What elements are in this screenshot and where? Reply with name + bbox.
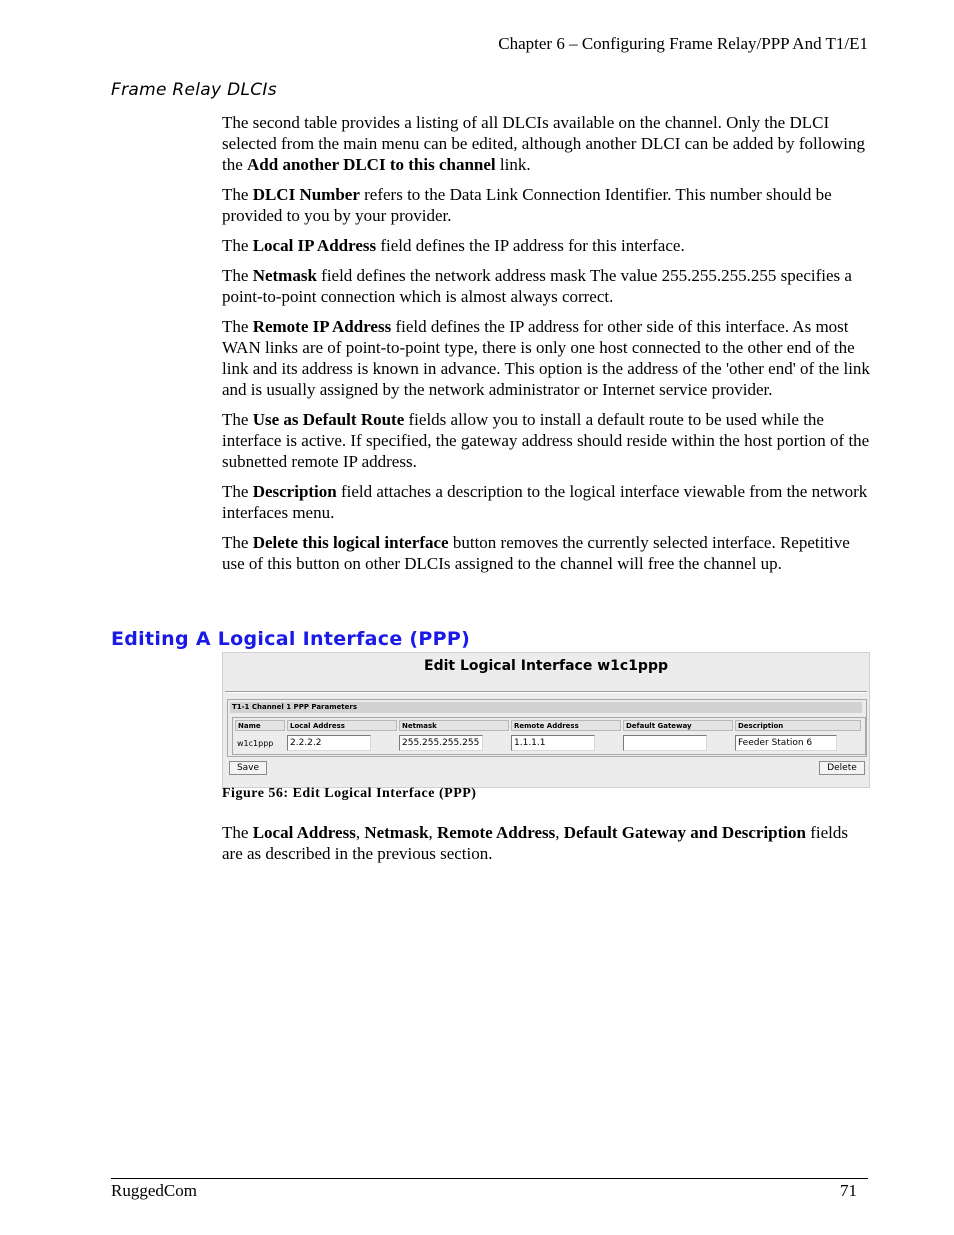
group-title: T1-1 Channel 1 PPP Parameters (230, 702, 862, 713)
column-header-netmask: Netmask (399, 720, 509, 731)
paragraph: The Use as Default Route fields allow you to install a default route to be used while the interface is active. If specified, the gateway address should reside within the host portion of the subnetted remote IP address. (222, 410, 870, 471)
edit-logical-interface-figure (222, 652, 870, 788)
paragraph: The Local IP Address field defines the IP address for this interface. (222, 236, 685, 255)
section-heading-dlci: Frame Relay DLCIs (111, 80, 277, 100)
figure-caption: Figure 56: Edit Logical Interface (PPP) (222, 786, 477, 801)
default-gateway-input[interactable] (623, 735, 707, 751)
ppp-body (222, 822, 872, 864)
paragraph: The Local Address, Netmask, Remote Address, Default Gateway and Description fields are as described in the previous section. (222, 823, 848, 863)
paragraph: The Remote IP Address field defines the IP address for other side of this interface. As most WAN links are of point-to-point type, there is only one host connected to the other end of the link and its address is known in advance. This option is the address of the 'other end' of the link and is usually assigned by the network administrator or Internet service provider. (222, 317, 870, 399)
column-header-description: Description (735, 720, 861, 731)
parameters-table (232, 717, 866, 755)
row-name-value: w1c1ppp (237, 739, 274, 748)
column-header-local-address: Local Address (287, 720, 397, 731)
column-header-default-gateway: Default Gateway (623, 720, 733, 731)
footer-divider (111, 1178, 868, 1179)
paragraph: The second table provides a listing of all DLCIs available on the channel. Only the DLCI selected from the main menu can be edited, although another DLCI can be added by following the Add another DLCI to this channel link. (222, 113, 865, 174)
paragraph: The Delete this logical interface button removes the currently selected interface. Repetitive use of this button on other DLCIs assigned to the channel will free the channel up. (222, 533, 850, 573)
remote-address-input[interactable]: 1.1.1.1 (511, 735, 595, 751)
form-title: Edit Logical Interface w1c1ppp (424, 658, 668, 674)
section-heading-ppp: Editing A Logical Interface (PPP) (111, 628, 471, 650)
column-header-remote-address: Remote Address (511, 720, 621, 731)
footer-company: RuggedCom (111, 1181, 197, 1200)
ppp-parameters-group (227, 699, 867, 757)
column-header-name: Name (235, 720, 285, 731)
description-input[interactable]: Feeder Station 6 (735, 735, 837, 751)
divider (225, 691, 867, 693)
chapter-header: Chapter 6 – Configuring Frame Relay/PPP And T1/E1 (498, 34, 868, 53)
dlci-body (222, 112, 872, 583)
paragraph: The DLCI Number refers to the Data Link Connection Identifier. This number should be provided to you by your provider. (222, 185, 832, 225)
paragraph: The Netmask field defines the network address mask The value 255.255.255.255 specifies a point-to-point connection which is almost always correct. (222, 266, 852, 306)
save-button[interactable]: Save (229, 761, 267, 775)
page-number: 71 (840, 1181, 857, 1200)
netmask-input[interactable]: 255.255.255.255 (399, 735, 483, 751)
delete-button[interactable]: Delete (819, 761, 865, 775)
local-address-input[interactable]: 2.2.2.2 (287, 735, 371, 751)
paragraph: The Description field attaches a description to the logical interface viewable from the network interfaces menu. (222, 482, 868, 522)
